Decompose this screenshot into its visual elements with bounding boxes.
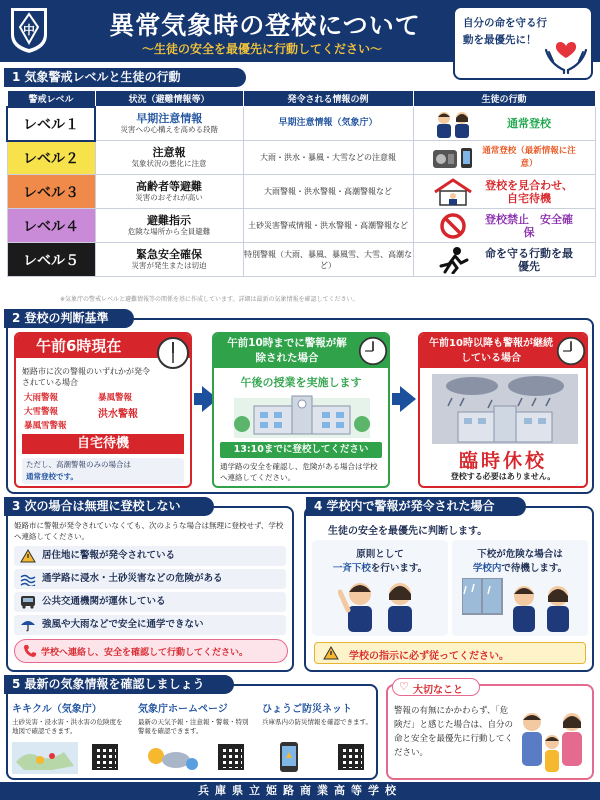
safety-callout (453, 6, 593, 80)
source-hyogo (262, 700, 374, 776)
level-badge: レベル１ (23, 116, 79, 133)
arrow-right-icon (400, 386, 416, 412)
afternoon-classes: 午後の授業を実施します (240, 376, 362, 389)
weather-icon (142, 742, 202, 774)
clock-icon (556, 336, 586, 366)
note-line-bold: 通常登校です。 (26, 472, 78, 481)
important-text: 警報の有無にかかわらず、「危険だ」と感じた場合は、自分の命と安全を最優先に行動してください。 (394, 706, 514, 758)
prohibited-icon (431, 212, 475, 240)
list-item: 通学路に浸水・土砂災害などの危険がある (14, 569, 286, 589)
section4-intro: 生徒の安全を最優先に判断します。 (328, 526, 488, 537)
col-header: 警戒レベル (7, 91, 95, 107)
students-waving-icon (338, 578, 424, 632)
source-title: ひょうご防災ネット (262, 704, 352, 715)
source-jma (138, 700, 254, 776)
card-before-10am (212, 332, 390, 488)
level-info: 大雨・洪水・暴風・大雪などの注意報 (260, 153, 396, 162)
dismissal-tail: を行います。 (370, 563, 428, 574)
standby-tail: で待機します。 (501, 563, 568, 574)
student-action: 命を守る行動を最優先 (485, 246, 573, 273)
school-crest-icon (8, 5, 50, 55)
table-row (7, 243, 595, 277)
level-badge: レベル２ (23, 150, 79, 167)
student-action: 通常登校 (507, 117, 551, 130)
list-item: 公共交通機関が運休している (14, 592, 286, 612)
warning-triangle-icon (323, 646, 339, 660)
source-title: キキクル（気象庁） (12, 704, 102, 715)
important-title: 大切なこと (413, 685, 463, 696)
clock-icon (358, 336, 388, 366)
level-badge: レベル３ (23, 184, 79, 201)
source-kikikuru (12, 700, 128, 776)
hands-heart-icon (543, 30, 589, 74)
standby-label: 下校が危険な場合は (477, 549, 563, 560)
school-name-footer: 兵庫県立姫路商業高等学校 (0, 782, 600, 800)
qr-code[interactable] (92, 744, 118, 770)
student-action: 通常登校（最新情報に注意） (482, 145, 576, 169)
col-header: 状況（避難情報等） (95, 91, 243, 107)
level-name: 避難指示 (147, 214, 191, 227)
running-person-icon (431, 246, 475, 274)
callout-text: 自分の命を守る行動を最優先に！ (463, 17, 547, 46)
section1-heading: 1 気象警戒レベルと生徒の行動 (4, 68, 246, 87)
clock-icon (156, 336, 190, 370)
table-footnote: ※気象庁の警戒レベルと避難情報等の関係を基に作成しています。詳細は最新の気象情報を確認してください。 (60, 296, 359, 303)
smartphone-icon (272, 740, 306, 774)
section4-footer (314, 642, 586, 664)
level-desc: 危険な場所から全員避難 (127, 227, 211, 236)
arrival-time: 13:10までに登校してください (220, 442, 382, 458)
level-badge: レベル４ (23, 218, 79, 235)
source-desc: 土砂災害・浸水害・洪水害の危険度を地図で確認できます。 (12, 718, 123, 735)
home-icon (431, 178, 475, 206)
important-heading (392, 678, 480, 696)
flood-icon (20, 572, 36, 586)
section3-footer (14, 639, 288, 663)
standby-bold: 学校内 (472, 563, 502, 574)
card-6am (14, 332, 192, 488)
radio-phone-icon (431, 144, 475, 172)
level-badge: レベル５ (23, 252, 79, 269)
section3-intro: 姫路市に警報が発令されていなくても、次のような場合は無理に登校せず、学校へ連絡してください。 (14, 521, 284, 541)
section5-heading: 5 最新の気象情報を確認しましょう (4, 675, 234, 694)
student-action: 登校禁止 安全確保 (485, 212, 573, 239)
source-desc: 兵庫県内の防災情報を確認できます。 (262, 718, 372, 726)
level-info: 特別警報（大雨、暴風、暴風雪、大雪、高潮など） (244, 249, 412, 270)
card-title: 午前10時以降も警報が継続している場合 (420, 334, 586, 368)
level-info: 土砂災害警戒情報・洪水警報・高潮警報など (248, 221, 408, 230)
umbrella-icon (20, 618, 36, 632)
crest-glyph: 中 (22, 23, 36, 37)
warning-item: 暴風雪警報 (24, 421, 67, 431)
warning-item: 大雪警報 (24, 407, 59, 417)
table-row (7, 175, 595, 209)
card1-lead: 姫路市に次の警報のいずれかが発令されている場合 (22, 367, 150, 387)
level-desc: 災害のおそれが高い (135, 193, 203, 202)
card2-note: 通学路の安全を確認し、危険がある場合は学校へ連絡してください。 (220, 462, 378, 482)
level-desc: 気象状況の悪化に注意 (131, 159, 207, 168)
page-title: 異常気象時の登校について (109, 11, 421, 40)
level-name: 高齢者等避難 (136, 180, 202, 193)
col-header: 生徒の行動 (413, 91, 595, 107)
student-action: 登校を見合わせ、自宅待機 (485, 178, 573, 205)
level-name: 早期注意情報 (136, 112, 203, 125)
dismissal-line (312, 560, 448, 574)
qr-code[interactable] (338, 744, 364, 770)
list-item: 居住地に警報が発令されている (14, 546, 286, 566)
level-name: 緊急安全確保 (136, 248, 202, 261)
section4-heading: 4 学校内で警報が発令された場合 (306, 497, 526, 516)
students-icon (431, 110, 475, 138)
table-row (7, 141, 595, 175)
warning-level-table (6, 90, 596, 277)
level-info: 早期注意情報（気象庁） (278, 118, 378, 128)
table-row (7, 209, 595, 243)
warning-item: 大雨警報 (24, 393, 59, 403)
classroom-window-icon (462, 578, 578, 632)
bus-icon (20, 595, 36, 609)
level-desc: 災害が発生または切迫 (131, 261, 207, 270)
heart-icon: ♡ (399, 680, 409, 693)
card-title: 午前10時までに警報が解除された場合 (214, 334, 388, 368)
family-icon (516, 708, 590, 778)
note-line: ただし、高潮警報のみの場合は (26, 460, 131, 469)
follow-instructions-text: 学校の指示に必ず従ってください。 (349, 651, 509, 662)
card1-note (22, 458, 184, 484)
table-header-row (7, 91, 595, 107)
list-item: 強風や大雨などで安全に通学できない (14, 615, 286, 635)
dismissal-bold: 一斉下校 (332, 563, 371, 574)
dismissal-label: 原則として (356, 549, 404, 560)
school-building-icon (234, 390, 370, 438)
qr-code[interactable] (218, 744, 244, 770)
source-title: 気象庁ホームページ (138, 704, 228, 715)
temporary-closure: 臨時休校 (458, 450, 547, 472)
hazard-map-icon (12, 742, 78, 774)
phone-icon (23, 644, 37, 658)
card-title: 午前6時現在 (16, 334, 190, 358)
level-name: 注意報 (152, 146, 186, 159)
contact-school-text: 学校へ連絡し、安全を確認して行動してください。 (41, 648, 249, 658)
storm-school-icon (432, 374, 578, 444)
source-desc: 最新の天気予報・注意報・警報・特別警報を確認できます。 (138, 718, 249, 735)
table-row (7, 107, 595, 141)
warning-triangle-icon (20, 549, 36, 563)
section2-heading: 2 登校の判断基準 (4, 309, 134, 328)
warning-item: 洪水警報 (98, 409, 138, 420)
card-after-10am (418, 332, 588, 488)
card3-note: 登校する必要はありません。 (450, 472, 556, 481)
warning-item: 暴風警報 (98, 393, 133, 403)
standby-line (452, 560, 588, 574)
col-header: 発令される情報の例 (243, 91, 413, 107)
level-desc: 災害への心構えを高める段階 (120, 125, 218, 134)
section3-heading: 3 次の場合は無理に登校しない (4, 497, 214, 516)
result-home: 自宅待機 (22, 434, 184, 454)
page-subtitle: 〜生徒の安全を最優先に行動してください〜 (141, 42, 382, 56)
level-info: 大雨警報・洪水警報・高潮警報など (264, 187, 392, 196)
